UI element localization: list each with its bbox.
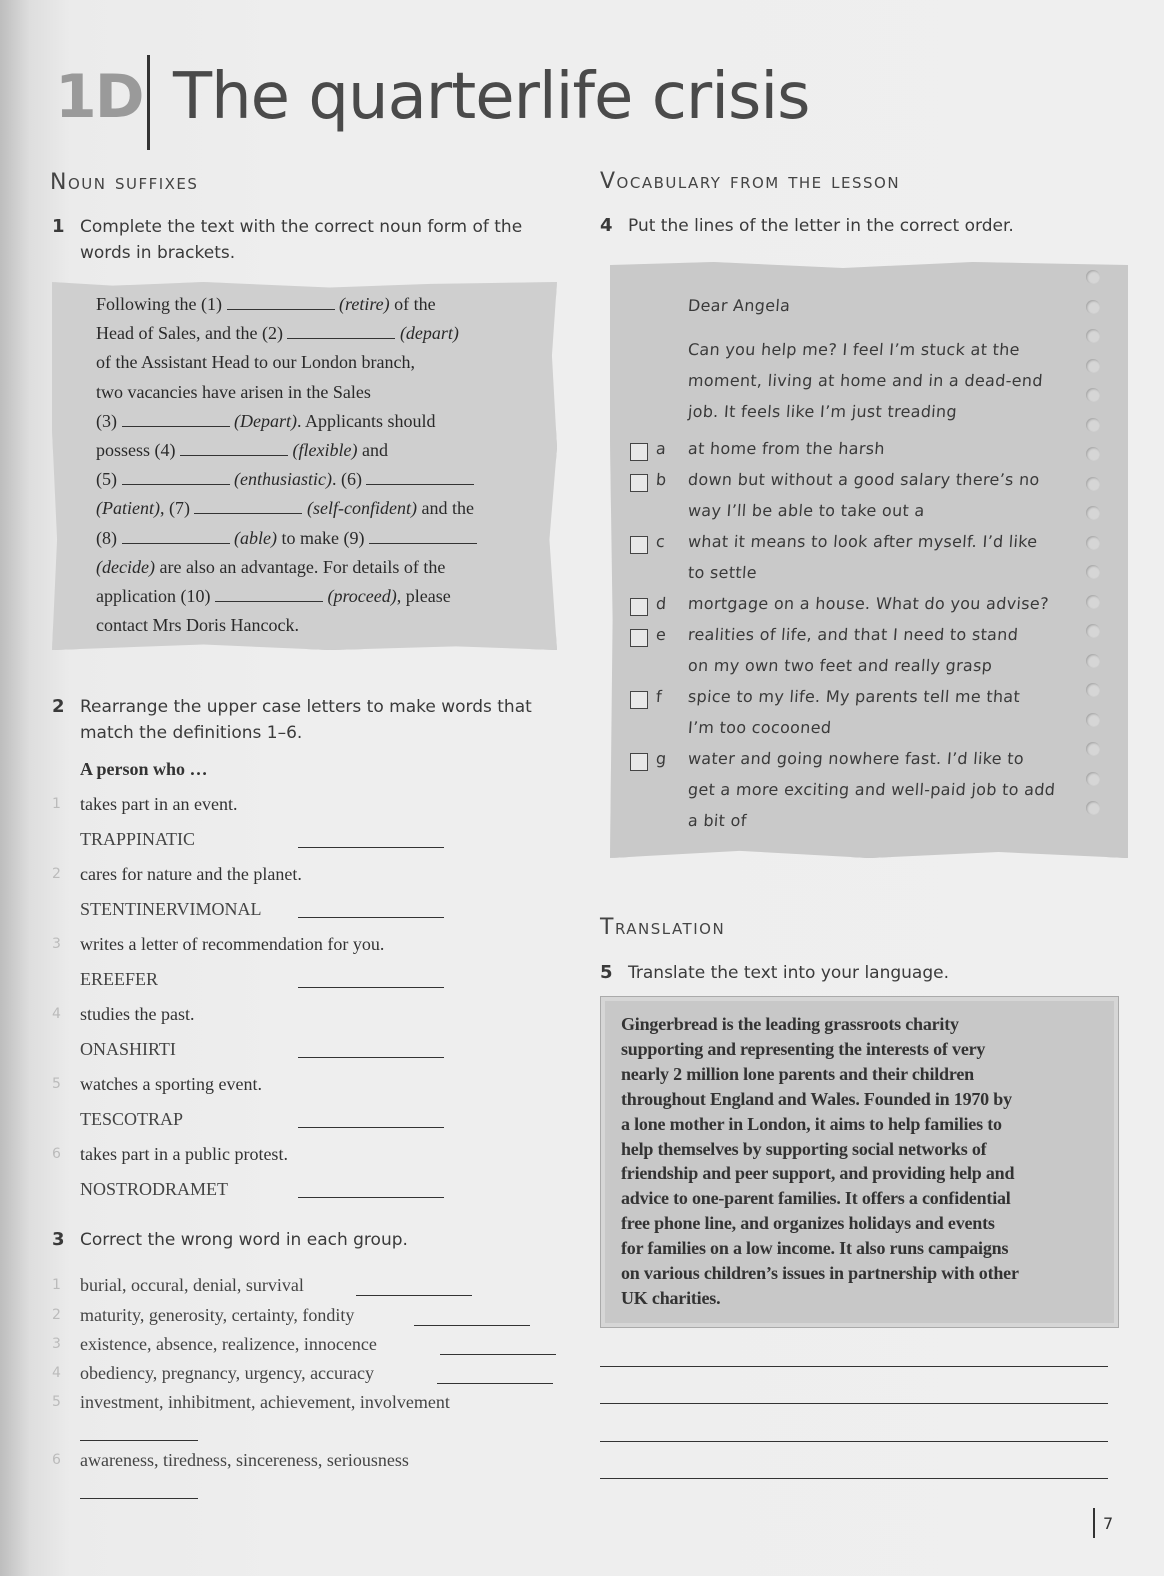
definition-text: watches a sporting event. bbox=[80, 1074, 262, 1094]
translation-line: nearly 2 million lone parents and their children bbox=[621, 1063, 974, 1084]
item-number: 1 bbox=[52, 1277, 61, 1293]
anagram-word: EREEFER bbox=[80, 969, 159, 989]
exercise-4-instruction bbox=[600, 213, 1100, 239]
anagram-word: TRAPPINATIC bbox=[80, 829, 196, 849]
answer-gap[interactable] bbox=[369, 529, 477, 544]
bracket-word: (decide) bbox=[96, 556, 155, 577]
letter-line-text: way I’ll be able to take out a bbox=[687, 501, 926, 520]
exercise-1-instruction bbox=[52, 214, 542, 266]
text-line bbox=[96, 465, 536, 494]
letter-intro-line: job. It feels like I’m just treading bbox=[687, 402, 958, 421]
line-letter: e bbox=[655, 625, 667, 644]
text-line bbox=[96, 348, 536, 377]
binder-hole bbox=[1086, 447, 1100, 461]
item-number: 5 bbox=[52, 1076, 61, 1092]
binder-hole bbox=[1086, 624, 1100, 638]
text-segment: are also an advantage. For details of the bbox=[154, 556, 446, 577]
item-number: 4 bbox=[52, 1365, 61, 1381]
page-number-divider bbox=[1093, 1508, 1095, 1538]
line-letter: f bbox=[655, 687, 663, 706]
letter-line-text: a bit of bbox=[687, 811, 748, 830]
instruction-text: Put the lines of the letter in the correct order. bbox=[628, 216, 1014, 236]
answer-line[interactable] bbox=[298, 847, 444, 848]
gap-fill-text bbox=[96, 290, 536, 640]
bracket-word: (self-confident) bbox=[306, 498, 417, 519]
item-number: 6 bbox=[52, 1146, 61, 1162]
letter-salutation: Dear Angela bbox=[687, 296, 791, 315]
text-segment: Following the (1) bbox=[96, 294, 227, 314]
answer-line[interactable] bbox=[600, 1366, 1108, 1367]
definition-text: studies the past. bbox=[80, 1004, 195, 1024]
translation-line: for families on a low income. It also runs campaigns bbox=[621, 1238, 1009, 1259]
letter-line-text: to settle bbox=[687, 563, 758, 582]
letter-line-text: mortgage on a house. What do you advise? bbox=[687, 594, 1050, 613]
answer-gap[interactable] bbox=[122, 529, 230, 544]
item-number: 3 bbox=[52, 1336, 61, 1352]
page-title: The quarterlife crisis bbox=[173, 60, 810, 134]
text-line bbox=[96, 524, 536, 553]
definition-text: cares for nature and the planet. bbox=[80, 864, 302, 884]
anagram-word: ONASHIRTI bbox=[80, 1039, 176, 1059]
anagram-word: TESCOTRAP bbox=[80, 1109, 184, 1129]
binder-hole bbox=[1086, 359, 1100, 373]
word-group: maturity, generosity, certainty, fondity bbox=[80, 1305, 355, 1325]
item-number: 6 bbox=[52, 1452, 61, 1468]
text-line bbox=[96, 494, 536, 523]
text-line bbox=[96, 407, 536, 436]
anagram-word: STENTINERVIMONAL bbox=[80, 899, 262, 919]
word-group: obediency, pregnancy, urgency, accuracy bbox=[80, 1363, 375, 1383]
title-divider bbox=[147, 55, 150, 150]
section-heading-vocabulary: Vocabulary from the lesson bbox=[600, 169, 901, 194]
binder-hole bbox=[1086, 300, 1100, 314]
instruction-text: Rearrange the upper case letters to make words that match the definitions 1–6. bbox=[80, 697, 532, 743]
translation-line: supporting and representing the interests of very bbox=[621, 1038, 986, 1059]
item-number: 3 bbox=[52, 936, 61, 952]
answer-gap[interactable] bbox=[122, 412, 230, 427]
section-heading-noun-suffixes: Noun suffixes bbox=[50, 170, 199, 195]
translation-line: friendship and peer support, and providing help and bbox=[621, 1163, 1015, 1184]
order-checkbox[interactable] bbox=[630, 443, 648, 461]
order-checkbox[interactable] bbox=[630, 629, 648, 647]
text-segment: of the bbox=[389, 294, 436, 314]
exercise-2-instruction bbox=[52, 694, 552, 746]
bracket-word: (Depart) bbox=[234, 410, 297, 431]
letter-intro-line: Can you help me? I feel I’m stuck at the bbox=[687, 340, 1021, 359]
translation-line: on various children’s issues in partnership with other bbox=[621, 1263, 1019, 1284]
item-number: 2 bbox=[52, 1307, 61, 1323]
translation-line: help themselves by supporting social networks of bbox=[621, 1138, 987, 1159]
item-number: 2 bbox=[52, 866, 61, 882]
answer-gap[interactable] bbox=[366, 470, 474, 485]
text-segment: contact Mrs Doris Hancock. bbox=[96, 615, 299, 636]
line-letter: a bbox=[655, 439, 667, 458]
item-number: 1 bbox=[52, 796, 61, 812]
translation-source-text bbox=[621, 1012, 1103, 1311]
answer-line[interactable] bbox=[298, 987, 444, 988]
answer-line[interactable] bbox=[600, 1478, 1108, 1479]
answer-line[interactable] bbox=[298, 917, 444, 918]
binder-hole bbox=[1086, 329, 1100, 343]
answer-line[interactable] bbox=[437, 1383, 553, 1384]
definition-text: writes a letter of recommendation for you. bbox=[80, 934, 385, 954]
text-line bbox=[96, 611, 536, 640]
translation-line: UK charities. bbox=[621, 1287, 721, 1308]
answer-gap[interactable] bbox=[180, 441, 288, 456]
order-checkbox[interactable] bbox=[630, 536, 648, 554]
text-segment: , (7) bbox=[159, 498, 195, 519]
text-segment: . Applicants should bbox=[296, 410, 436, 431]
binder-hole bbox=[1086, 418, 1100, 432]
binder-hole bbox=[1086, 565, 1100, 579]
text-segment: Head of Sales, and the (2) bbox=[96, 323, 288, 344]
binder-hole bbox=[1086, 772, 1100, 786]
item-number: 5 bbox=[52, 1394, 61, 1410]
page-number: 7 bbox=[1103, 1514, 1114, 1533]
translation-line: a lone mother in London, it aims to help families to bbox=[621, 1113, 1002, 1134]
order-checkbox[interactable] bbox=[630, 474, 648, 492]
instruction-text: Complete the text with the correct noun form of the words in brackets. bbox=[80, 217, 523, 263]
word-group: awareness, tiredness, sincereness, seriousness bbox=[80, 1450, 409, 1470]
text-segment: (5) bbox=[96, 469, 122, 490]
binder-hole bbox=[1086, 801, 1100, 815]
text-line bbox=[96, 436, 536, 465]
binder-hole bbox=[1086, 388, 1100, 402]
letter-line-text: down but without a good salary there’s no bbox=[687, 470, 1041, 489]
exercise-number: 3 bbox=[52, 1229, 65, 1250]
bracket-word: (flexible) bbox=[292, 440, 358, 461]
answer-line[interactable] bbox=[80, 1440, 198, 1441]
item-number: 4 bbox=[52, 1006, 61, 1022]
translation-line: Gingerbread is the leading grassroots charity bbox=[621, 1014, 959, 1034]
bracket-word: (proceed) bbox=[327, 586, 397, 607]
answer-line[interactable] bbox=[356, 1295, 472, 1296]
order-checkbox[interactable] bbox=[630, 691, 648, 709]
instruction-text: Correct the wrong word in each group. bbox=[80, 1230, 408, 1250]
answer-line[interactable] bbox=[80, 1498, 198, 1499]
binder-hole bbox=[1086, 595, 1100, 609]
letter-line-text: what it means to look after myself. I’d like bbox=[687, 532, 1039, 551]
answer-line[interactable] bbox=[440, 1354, 556, 1355]
bracket-word: (retire) bbox=[339, 294, 390, 314]
text-line bbox=[96, 290, 536, 319]
text-segment: (3) bbox=[96, 410, 122, 431]
definition-text: takes part in an event. bbox=[80, 794, 238, 814]
text-line bbox=[96, 582, 536, 611]
text-line bbox=[96, 378, 536, 407]
binder-hole bbox=[1086, 506, 1100, 520]
word-group: investment, inhibitment, achievement, involvement bbox=[80, 1392, 450, 1412]
bracket-word: (depart) bbox=[399, 323, 459, 344]
line-letter: g bbox=[655, 749, 668, 768]
translation-line: advice to one-parent families. It offers a confidential bbox=[621, 1188, 1011, 1209]
letter-line-text: water and going nowhere fast. I’d like to bbox=[687, 749, 1025, 768]
exercise-number: 1 bbox=[52, 216, 65, 237]
text-line bbox=[96, 553, 536, 582]
exercise-number: 2 bbox=[52, 696, 65, 717]
bracket-word: (Patient) bbox=[96, 498, 160, 519]
answer-line[interactable] bbox=[298, 1127, 444, 1128]
answer-gap[interactable] bbox=[194, 499, 302, 514]
text-segment: and bbox=[357, 440, 388, 461]
text-segment: and the bbox=[416, 498, 474, 519]
letter-line-text: realities of life, and that I need to stand bbox=[687, 625, 1019, 644]
answer-gap[interactable] bbox=[287, 324, 395, 339]
order-checkbox[interactable] bbox=[630, 753, 648, 771]
section-heading-translation: Translation bbox=[600, 915, 726, 940]
translation-line: free phone line, and organizes holidays and events bbox=[621, 1213, 995, 1234]
binder-hole bbox=[1086, 536, 1100, 550]
binder-hole bbox=[1086, 477, 1100, 491]
bracket-word: (able) bbox=[234, 527, 277, 548]
text-segment: to make (9) bbox=[276, 527, 369, 548]
letter-intro-line: moment, living at home and in a dead-end bbox=[687, 371, 1044, 390]
text-segment: , please bbox=[396, 586, 451, 607]
translation-line: throughout England and Wales. Founded in 1970 by bbox=[621, 1088, 1012, 1109]
instruction-text: Translate the text into your language. bbox=[628, 963, 949, 983]
letter-line-text: spice to my life. My parents tell me that bbox=[687, 687, 1021, 706]
exercise-number: 4 bbox=[600, 215, 613, 236]
text-segment: . (6) bbox=[331, 469, 367, 490]
exercise-3-instruction bbox=[52, 1227, 552, 1253]
bracket-word: (enthusiastic) bbox=[234, 469, 332, 490]
anagram-word: NOSTRODRAMET bbox=[80, 1179, 229, 1199]
answer-line[interactable] bbox=[600, 1441, 1108, 1442]
line-letter: d bbox=[655, 594, 668, 613]
letter-line-text: on my own two feet and really grasp bbox=[687, 656, 993, 675]
text-segment: (8) bbox=[96, 527, 122, 548]
letter-line-text: get a more exciting and well-paid job to add bbox=[687, 780, 1056, 799]
binder-hole bbox=[1086, 742, 1100, 756]
binder-hole bbox=[1086, 713, 1100, 727]
answer-line[interactable] bbox=[298, 1197, 444, 1198]
word-group: burial, occural, denial, survival bbox=[80, 1275, 304, 1295]
line-letter: c bbox=[655, 532, 666, 551]
answer-line[interactable] bbox=[414, 1325, 530, 1326]
letter-line-text: at home from the harsh bbox=[687, 439, 886, 458]
text-segment: two vacancies have arisen in the Sales bbox=[96, 381, 371, 402]
text-segment: application (10) bbox=[96, 586, 215, 607]
definition-text: takes part in a public protest. bbox=[80, 1144, 288, 1164]
order-checkbox[interactable] bbox=[630, 598, 648, 616]
answer-gap[interactable] bbox=[227, 295, 335, 310]
exercise-5-instruction bbox=[600, 960, 1100, 986]
binder-hole bbox=[1086, 683, 1100, 697]
answer-gap[interactable] bbox=[122, 470, 230, 485]
exercise-2-lead: A person who … bbox=[80, 759, 208, 779]
binder-hole bbox=[1086, 654, 1100, 668]
binder-hole bbox=[1086, 270, 1100, 284]
answer-line[interactable] bbox=[298, 1057, 444, 1058]
answer-gap[interactable] bbox=[215, 587, 323, 602]
lesson-number: 1D bbox=[55, 62, 143, 132]
text-segment: possess (4) bbox=[96, 440, 180, 461]
text-segment: of the Assistant Head to our London branch, bbox=[96, 352, 415, 373]
text-line bbox=[96, 319, 536, 348]
word-group: existence, absence, realizence, innocence bbox=[80, 1334, 377, 1354]
exercise-number: 5 bbox=[600, 962, 613, 983]
answer-line[interactable] bbox=[600, 1403, 1108, 1404]
line-letter: b bbox=[655, 470, 668, 489]
letter-line-text: I’m too cocooned bbox=[687, 718, 832, 737]
